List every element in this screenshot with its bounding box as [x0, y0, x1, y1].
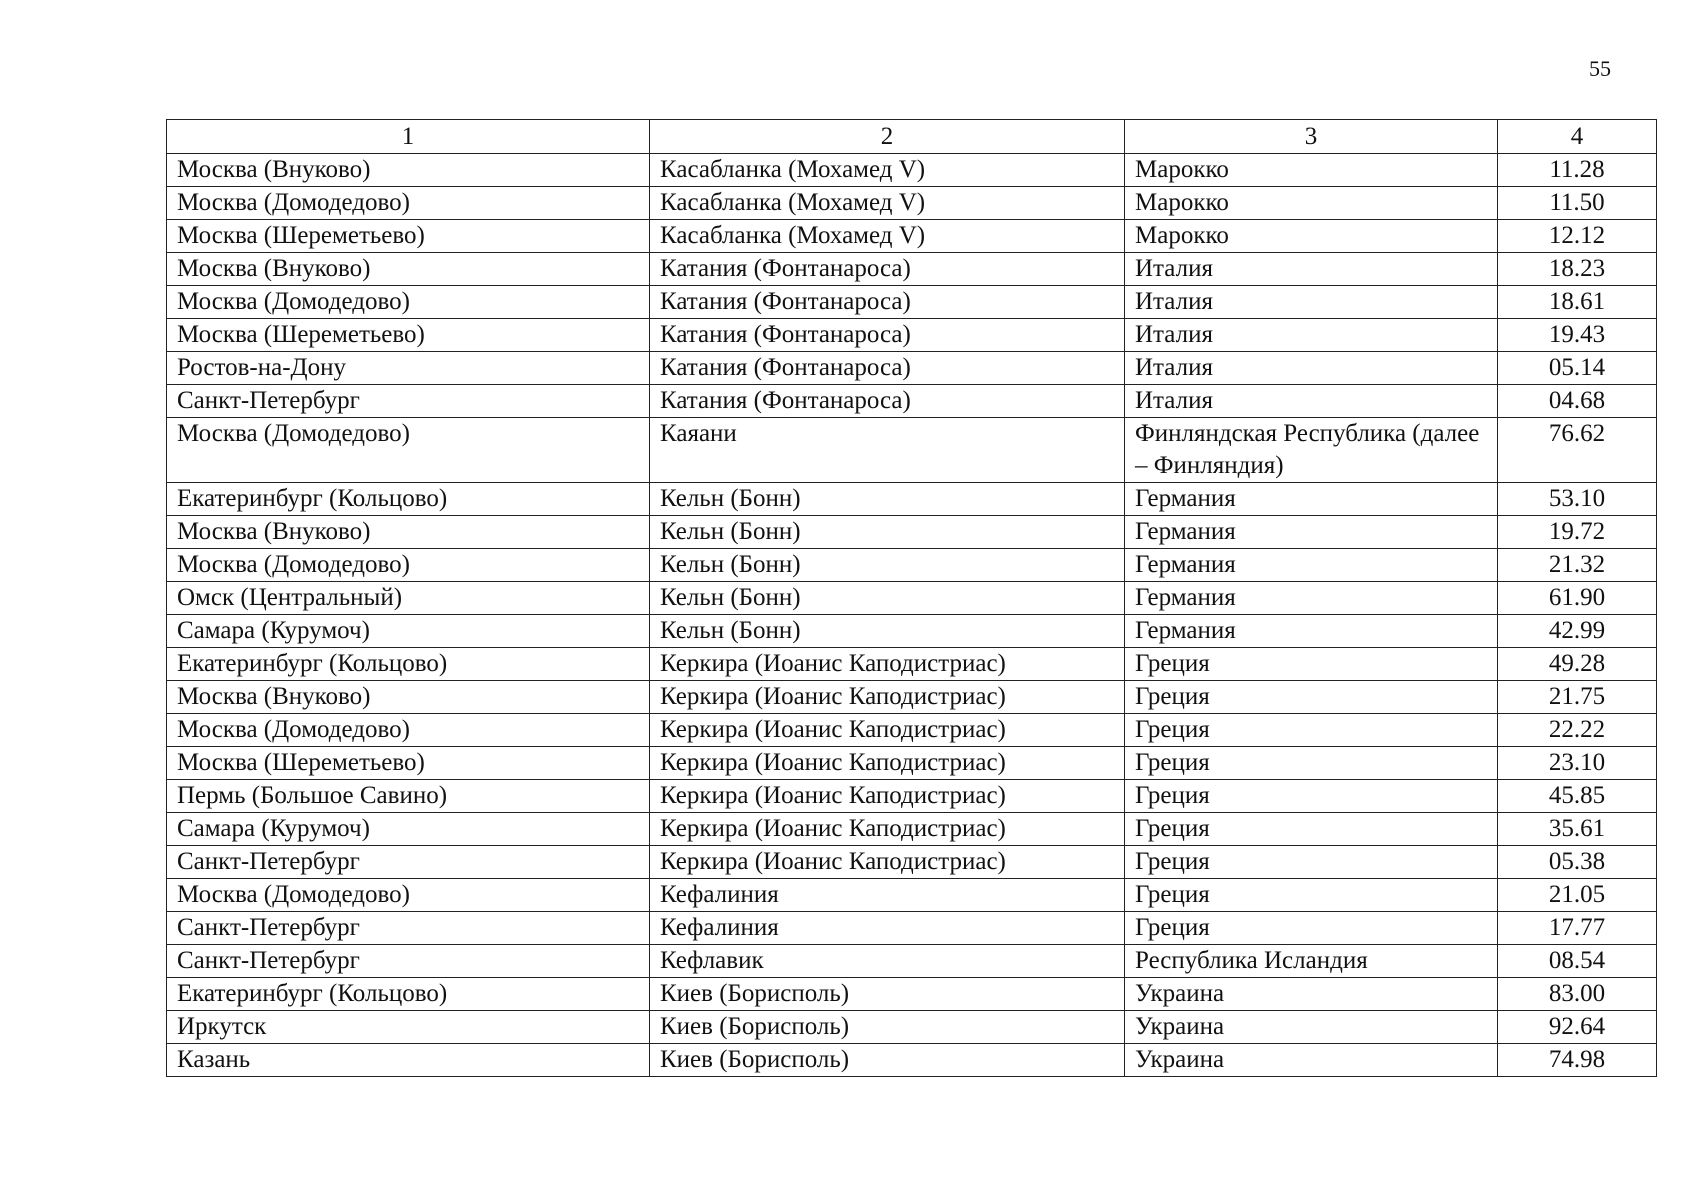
destination-cell: Керкира (Иоанис Каподистриас)	[650, 846, 1125, 879]
destination-cell: Керкира (Иоанис Каподистриас)	[650, 813, 1125, 846]
departure-cell: Омск (Центральный)	[167, 582, 650, 615]
destination-cell: Керкира (Иоанис Каподистриас)	[650, 747, 1125, 780]
country-cell: Италия	[1125, 385, 1498, 418]
destination-cell: Катания (Фонтанароса)	[650, 286, 1125, 319]
destination-cell: Каяани	[650, 418, 1125, 483]
value-cell: 19.72	[1498, 516, 1657, 549]
country-cell: Марокко	[1125, 187, 1498, 220]
value-cell: 05.38	[1498, 846, 1657, 879]
country-cell: Греция	[1125, 879, 1498, 912]
table-row	[167, 319, 1657, 352]
value-cell: 22.22	[1498, 714, 1657, 747]
value-cell: 08.54	[1498, 945, 1657, 978]
departure-cell: Санкт-Петербург	[167, 385, 650, 418]
table-row	[167, 418, 1657, 483]
country-cell: Греция	[1125, 813, 1498, 846]
country-cell: Марокко	[1125, 220, 1498, 253]
table-row	[167, 582, 1657, 615]
departure-cell: Санкт-Петербург	[167, 846, 650, 879]
departure-cell: Самара (Курумоч)	[167, 813, 650, 846]
departure-cell: Самара (Курумоч)	[167, 615, 650, 648]
departure-cell: Екатеринбург (Кольцово)	[167, 978, 650, 1011]
value-cell: 05.14	[1498, 352, 1657, 385]
country-cell: Украина	[1125, 1011, 1498, 1044]
departure-cell: Москва (Внуково)	[167, 253, 650, 286]
table-header-row	[167, 120, 1657, 154]
country-cell: Германия	[1125, 549, 1498, 582]
departure-cell: Пермь (Большое Савино)	[167, 780, 650, 813]
destination-cell: Киев (Борисполь)	[650, 1044, 1125, 1077]
table-row	[167, 780, 1657, 813]
destination-cell: Керкира (Иоанис Каподистриас)	[650, 681, 1125, 714]
value-cell: 17.77	[1498, 912, 1657, 945]
departure-cell: Москва (Домодедово)	[167, 286, 650, 319]
table-row	[167, 648, 1657, 681]
country-cell: Германия	[1125, 516, 1498, 549]
column-header: 3	[1125, 120, 1498, 154]
destination-cell: Киев (Борисполь)	[650, 978, 1125, 1011]
table-row	[167, 978, 1657, 1011]
departure-cell: Москва (Внуково)	[167, 154, 650, 187]
table-row	[167, 846, 1657, 879]
country-cell: Греция	[1125, 648, 1498, 681]
country-cell: Греция	[1125, 846, 1498, 879]
table-row	[167, 483, 1657, 516]
column-header: 1	[167, 120, 650, 154]
departure-cell: Москва (Домодедово)	[167, 549, 650, 582]
departure-cell: Москва (Домодедово)	[167, 187, 650, 220]
country-cell: Германия	[1125, 483, 1498, 516]
table-row	[167, 1044, 1657, 1077]
country-cell: Греция	[1125, 747, 1498, 780]
table-row	[167, 220, 1657, 253]
table-row	[167, 154, 1657, 187]
routes-table	[166, 119, 1657, 1077]
destination-cell: Кефалиния	[650, 912, 1125, 945]
departure-cell: Екатеринбург (Кольцово)	[167, 483, 650, 516]
country-cell: Италия	[1125, 352, 1498, 385]
value-cell: 61.90	[1498, 582, 1657, 615]
destination-cell: Касабланка (Мохамед V)	[650, 154, 1125, 187]
country-cell: Республика Исландия	[1125, 945, 1498, 978]
departure-cell: Иркутск	[167, 1011, 650, 1044]
table-row	[167, 813, 1657, 846]
value-cell: 35.61	[1498, 813, 1657, 846]
page-number: 55	[1589, 56, 1611, 81]
value-cell: 49.28	[1498, 648, 1657, 681]
country-cell: Италия	[1125, 253, 1498, 286]
table-row	[167, 549, 1657, 582]
value-cell: 53.10	[1498, 483, 1657, 516]
value-cell: 11.50	[1498, 187, 1657, 220]
country-cell: Италия	[1125, 286, 1498, 319]
destination-cell: Катания (Фонтанароса)	[650, 319, 1125, 352]
value-cell: 74.98	[1498, 1044, 1657, 1077]
table-row	[167, 714, 1657, 747]
value-cell: 18.23	[1498, 253, 1657, 286]
country-cell: Германия	[1125, 582, 1498, 615]
table-row	[167, 945, 1657, 978]
value-cell: 76.62	[1498, 418, 1657, 483]
destination-cell: Катания (Фонтанароса)	[650, 352, 1125, 385]
country-cell: Греция	[1125, 681, 1498, 714]
country-cell: Германия	[1125, 615, 1498, 648]
departure-cell: Москва (Шереметьево)	[167, 220, 650, 253]
country-cell: Марокко	[1125, 154, 1498, 187]
departure-cell: Москва (Внуково)	[167, 516, 650, 549]
country-cell: Греция	[1125, 714, 1498, 747]
destination-cell: Кефалиния	[650, 879, 1125, 912]
destination-cell: Керкира (Иоанис Каподистриас)	[650, 648, 1125, 681]
country-cell: Финляндская Республика (далее – Финляндия)	[1125, 418, 1498, 483]
departure-cell: Санкт-Петербург	[167, 912, 650, 945]
departure-cell: Екатеринбург (Кольцово)	[167, 648, 650, 681]
value-cell: 21.32	[1498, 549, 1657, 582]
country-cell: Италия	[1125, 319, 1498, 352]
departure-cell: Москва (Домодедово)	[167, 714, 650, 747]
country-cell: Украина	[1125, 1044, 1498, 1077]
table-row	[167, 516, 1657, 549]
country-cell: Греция	[1125, 912, 1498, 945]
destination-cell: Кельн (Бонн)	[650, 615, 1125, 648]
departure-cell: Казань	[167, 1044, 650, 1077]
destination-cell: Касабланка (Мохамед V)	[650, 220, 1125, 253]
table-row	[167, 253, 1657, 286]
table-row	[167, 352, 1657, 385]
value-cell: 18.61	[1498, 286, 1657, 319]
table-row	[167, 1011, 1657, 1044]
destination-cell: Касабланка (Мохамед V)	[650, 187, 1125, 220]
country-cell: Греция	[1125, 780, 1498, 813]
departure-cell: Москва (Домодедово)	[167, 418, 650, 483]
departure-cell: Ростов-на-Дону	[167, 352, 650, 385]
table-row	[167, 615, 1657, 648]
value-cell: 11.28	[1498, 154, 1657, 187]
table-row	[167, 385, 1657, 418]
destination-cell: Кельн (Бонн)	[650, 483, 1125, 516]
destination-cell: Киев (Борисполь)	[650, 1011, 1125, 1044]
destination-cell: Керкира (Иоанис Каподистриас)	[650, 780, 1125, 813]
value-cell: 92.64	[1498, 1011, 1657, 1044]
destination-cell: Керкира (Иоанис Каподистриас)	[650, 714, 1125, 747]
value-cell: 21.05	[1498, 879, 1657, 912]
departure-cell: Москва (Шереметьево)	[167, 747, 650, 780]
table-row	[167, 286, 1657, 319]
value-cell: 45.85	[1498, 780, 1657, 813]
value-cell: 19.43	[1498, 319, 1657, 352]
destination-cell: Катания (Фонтанароса)	[650, 253, 1125, 286]
value-cell: 42.99	[1498, 615, 1657, 648]
value-cell: 21.75	[1498, 681, 1657, 714]
departure-cell: Москва (Домодедово)	[167, 879, 650, 912]
table-row	[167, 681, 1657, 714]
value-cell: 23.10	[1498, 747, 1657, 780]
destination-cell: Кефлавик	[650, 945, 1125, 978]
country-cell: Украина	[1125, 978, 1498, 1011]
table-row	[167, 912, 1657, 945]
value-cell: 83.00	[1498, 978, 1657, 1011]
value-cell: 04.68	[1498, 385, 1657, 418]
destination-cell: Кельн (Бонн)	[650, 549, 1125, 582]
departure-cell: Москва (Шереметьево)	[167, 319, 650, 352]
table-row	[167, 747, 1657, 780]
destination-cell: Катания (Фонтанароса)	[650, 385, 1125, 418]
destination-cell: Кельн (Бонн)	[650, 516, 1125, 549]
destination-cell: Кельн (Бонн)	[650, 582, 1125, 615]
departure-cell: Москва (Внуково)	[167, 681, 650, 714]
table-row	[167, 187, 1657, 220]
value-cell: 12.12	[1498, 220, 1657, 253]
table-row	[167, 879, 1657, 912]
departure-cell: Санкт-Петербург	[167, 945, 650, 978]
column-header: 2	[650, 120, 1125, 154]
column-header: 4	[1498, 120, 1657, 154]
